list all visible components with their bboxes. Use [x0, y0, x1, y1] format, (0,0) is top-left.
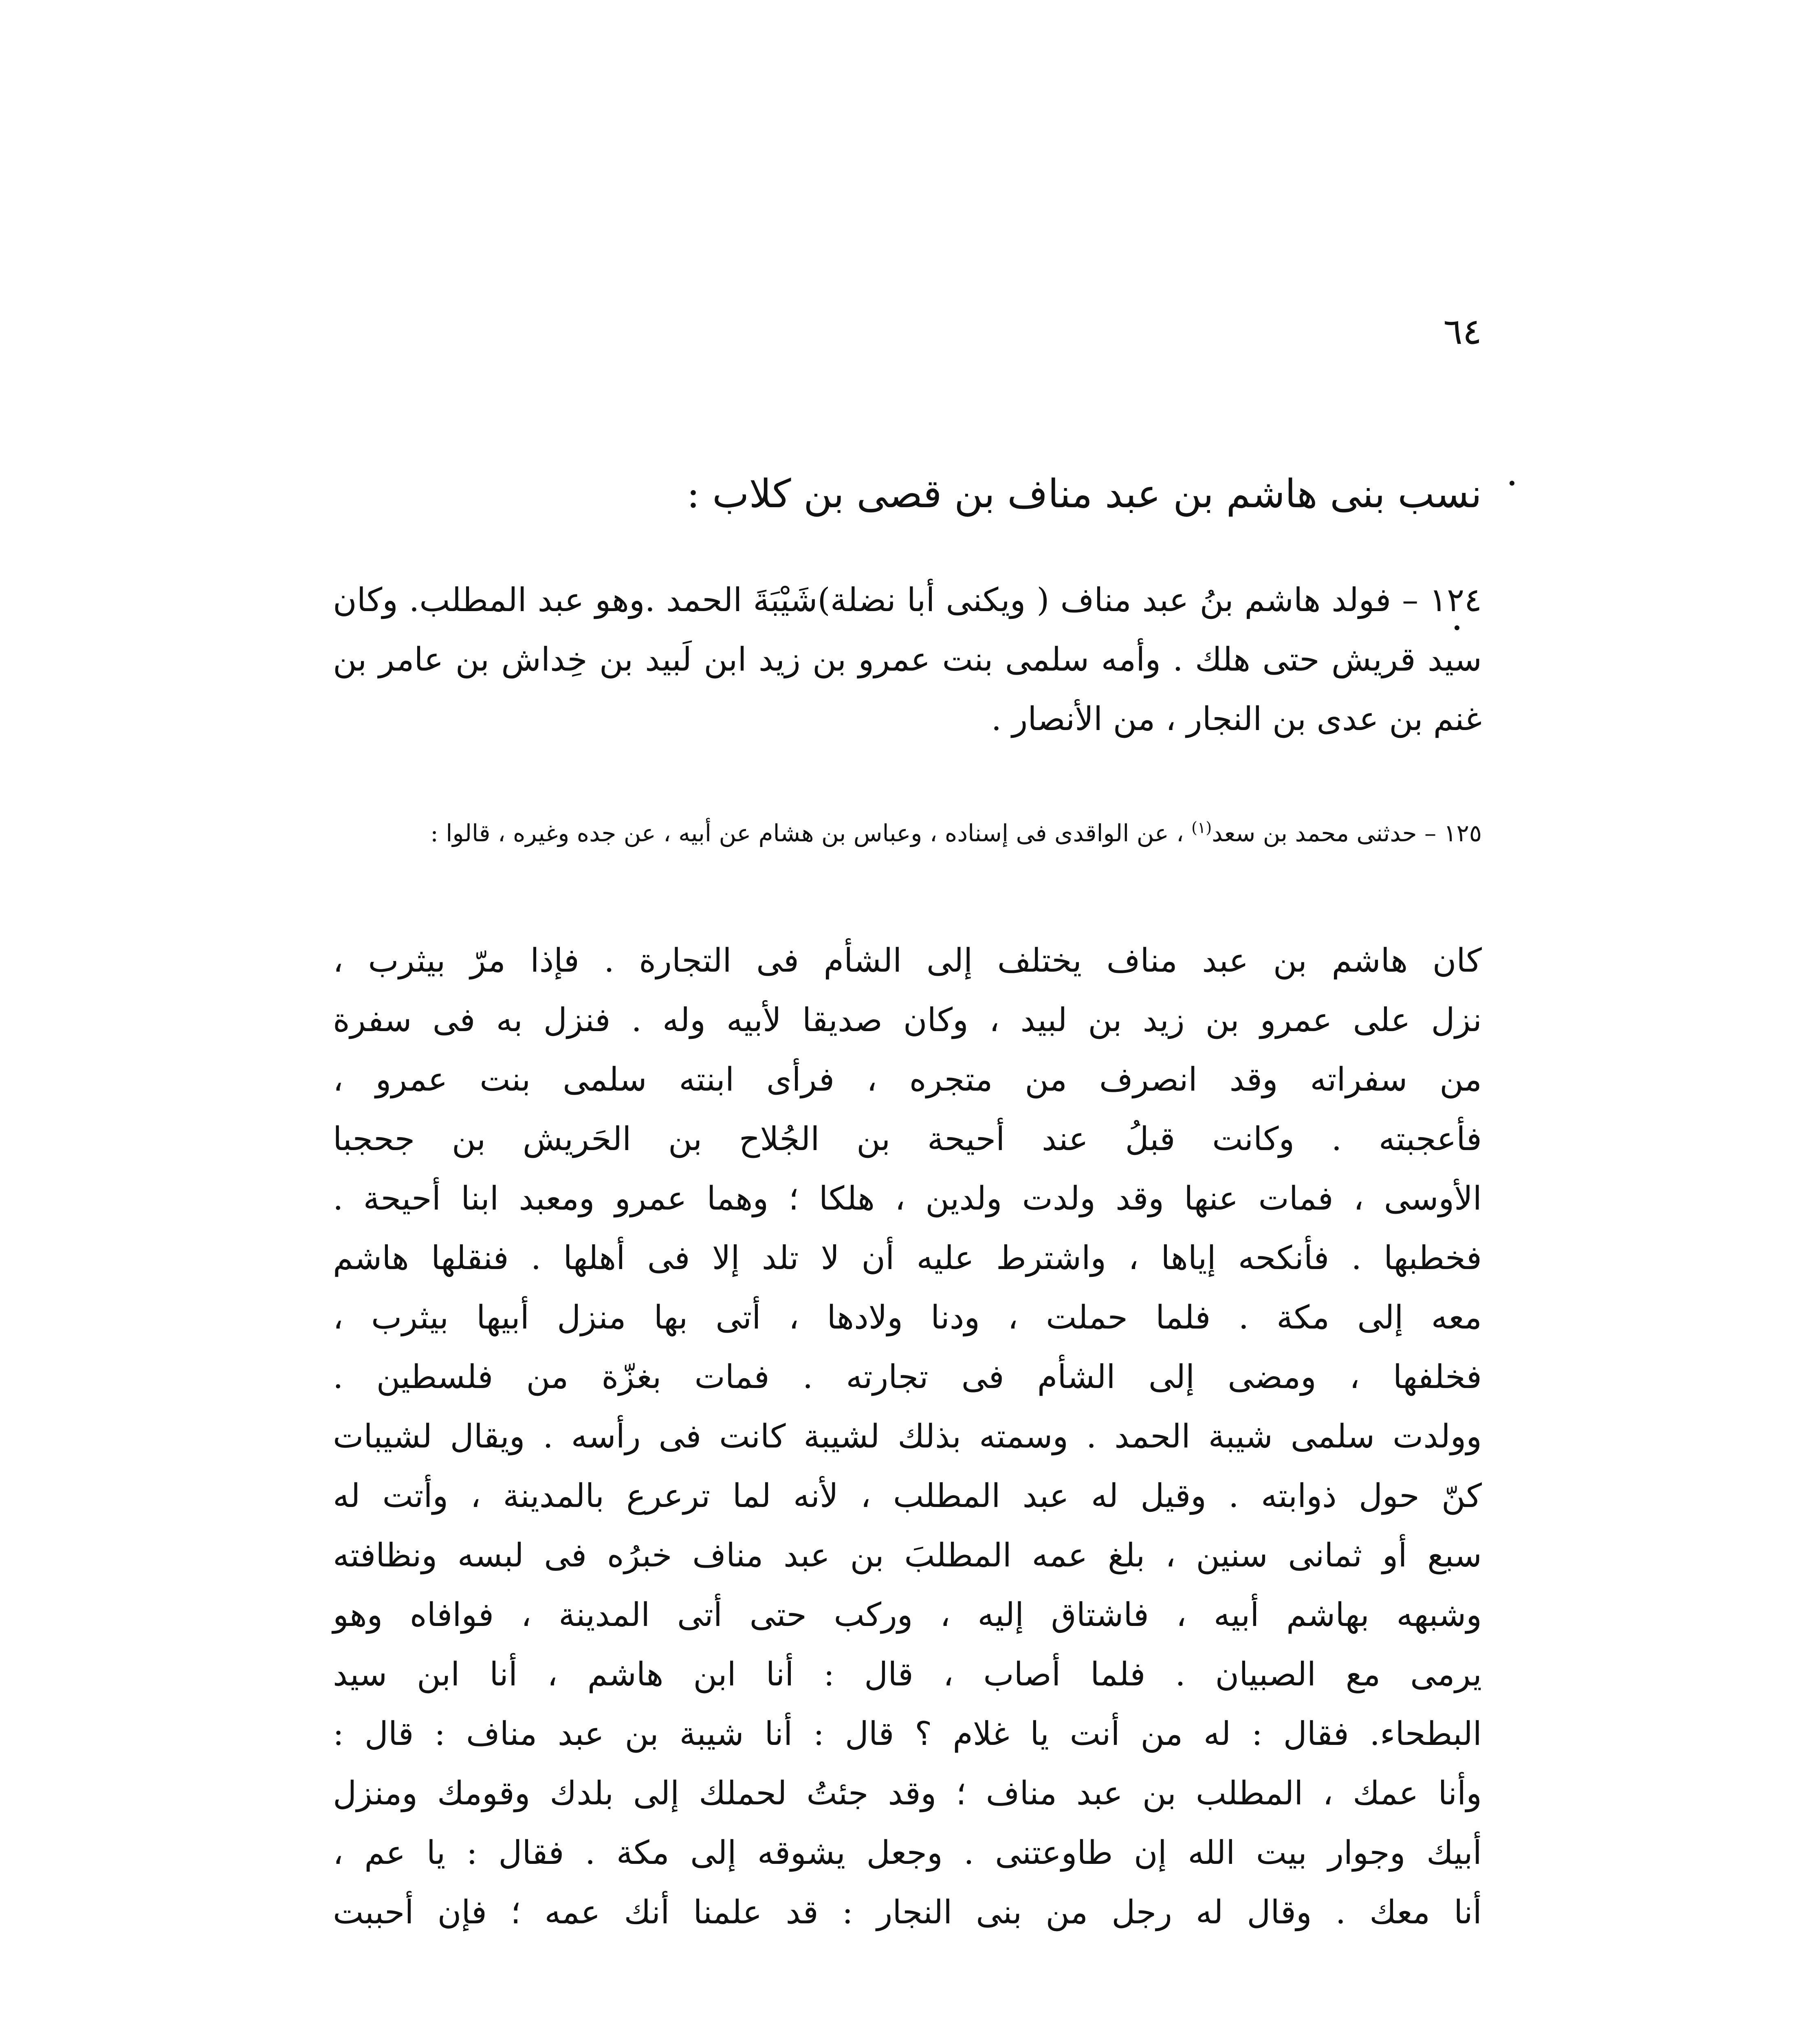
text-line: أنا معك . وقال له رجل من بنى النجار : قد علمنا أنك عمه ؛ فإن أحببت [333, 1893, 1482, 1931]
footnote-marker: (١) [1191, 818, 1212, 837]
text-line: نزل على عمرو بن زيد بن لبيد ، وكان صديقا لأبيه وله . فنزل به فى سفرة [333, 1001, 1482, 1039]
text-line: من سفراته وقد انصرف من متجره ، فرأى ابنته سلمى بنت عمرو ، [333, 1060, 1482, 1098]
text-line: وشبهه بهاشم أبيه ، فاشتاق إليه ، وركب حتى أتى المدينة ، فوافاه وهو [333, 1596, 1482, 1634]
text-line: كان هاشم بن عبد مناف يختلف إلى الشأم فى التجارة . فإذا مرّ بيثرب ، [333, 942, 1482, 979]
paragraph-125-chain-of-transmission [333, 815, 1482, 851]
text-line: فخطبها . فأنكحه إياها ، واشترط عليه أن لا تلد إلا فى أهلها . فنقلها هاشم [333, 1239, 1482, 1277]
text-line: معه إلى مكة . فلما حملت ، ودنا ولادها ، أتى بها منزل أبيها بيثرب ، [333, 1298, 1482, 1336]
section-heading: نسب بنى هاشم بن عبد مناف بن قصى بن كلاب : [687, 471, 1482, 517]
main-narrative [333, 931, 1482, 1942]
text-line: سبع أو ثمانى سنين ، بلغ عمه المطلبَ بن عبد مناف خبرُه فى لبسه ونظافته [333, 1536, 1482, 1574]
text-line: وولدت سلمى شيبة الحمد . وسمته بذلك لشيبة كانت فى رأسه . ويقال لشيبات [333, 1417, 1482, 1455]
text-line: أبيك وجوار بيت الله إن طاوعتنى . وجعل يشوقه إلى مكة . فقال : يا عم ، [333, 1834, 1482, 1872]
text-line: كنّ حول ذوابته . وقيل له عبد المطلب ، لأنه لما ترعرع بالمدينة ، وأتت له [333, 1477, 1482, 1515]
text-line: فخلفها ، ومضى إلى الشأم فى تجارته . فمات بغزّة من فلسطين . [333, 1358, 1482, 1396]
text-line: يرمى مع الصبيان . فلما أصاب ، قال : أنا ابن هاشم ، أنا ابن سيد [333, 1655, 1482, 1693]
paragraph-125-text-end: ، عن الواقدى فى إسناده ، وعباس بن هشام عن أبيه ، عن جده وغيره ، قالوا : [430, 819, 1192, 847]
text-line: البطحاء. فقال : له من أنت يا غلام ؟ قال : أنا شيبة بن عبد مناف : قال : [333, 1715, 1482, 1753]
text-line: وأنا عمك ، المطلب بن عبد مناف ؛ وقد جئتُ لحملك إلى بلدك وقومك ومنزل [333, 1774, 1482, 1812]
paragraph-124: ١٢٤ – فولد هاشم بنُ عبد مناف ( ويكنى أبا نضلة)شَيْبَةَ الحمد .وهو عبد المطلب. وكان سيد قريش حتى هلك . وأمه سلمى بنت عمرو بن زيد ابن لَبيد بن خِداش بن عامر بن غنم بن عدى بن النجار ، من الأنصار . [333, 581, 1482, 738]
stray-ink-dot [1510, 481, 1514, 486]
text-line: فأعجبته . وكانت قبلُ عند أحيحة بن الجُلاح بن الحَريش بن جحجبا [333, 1120, 1482, 1158]
text-line: الأوسى ، فمات عنها وقد ولدت ولدين ، هلكا ؛ وهما عمرو ومعبد ابنا أحيحة . [333, 1179, 1482, 1217]
paragraph-125-text-start: ١٢٥ – حدثنى محمد بن سعد [1212, 819, 1482, 847]
page-number: ٦٤ [1443, 310, 1482, 352]
